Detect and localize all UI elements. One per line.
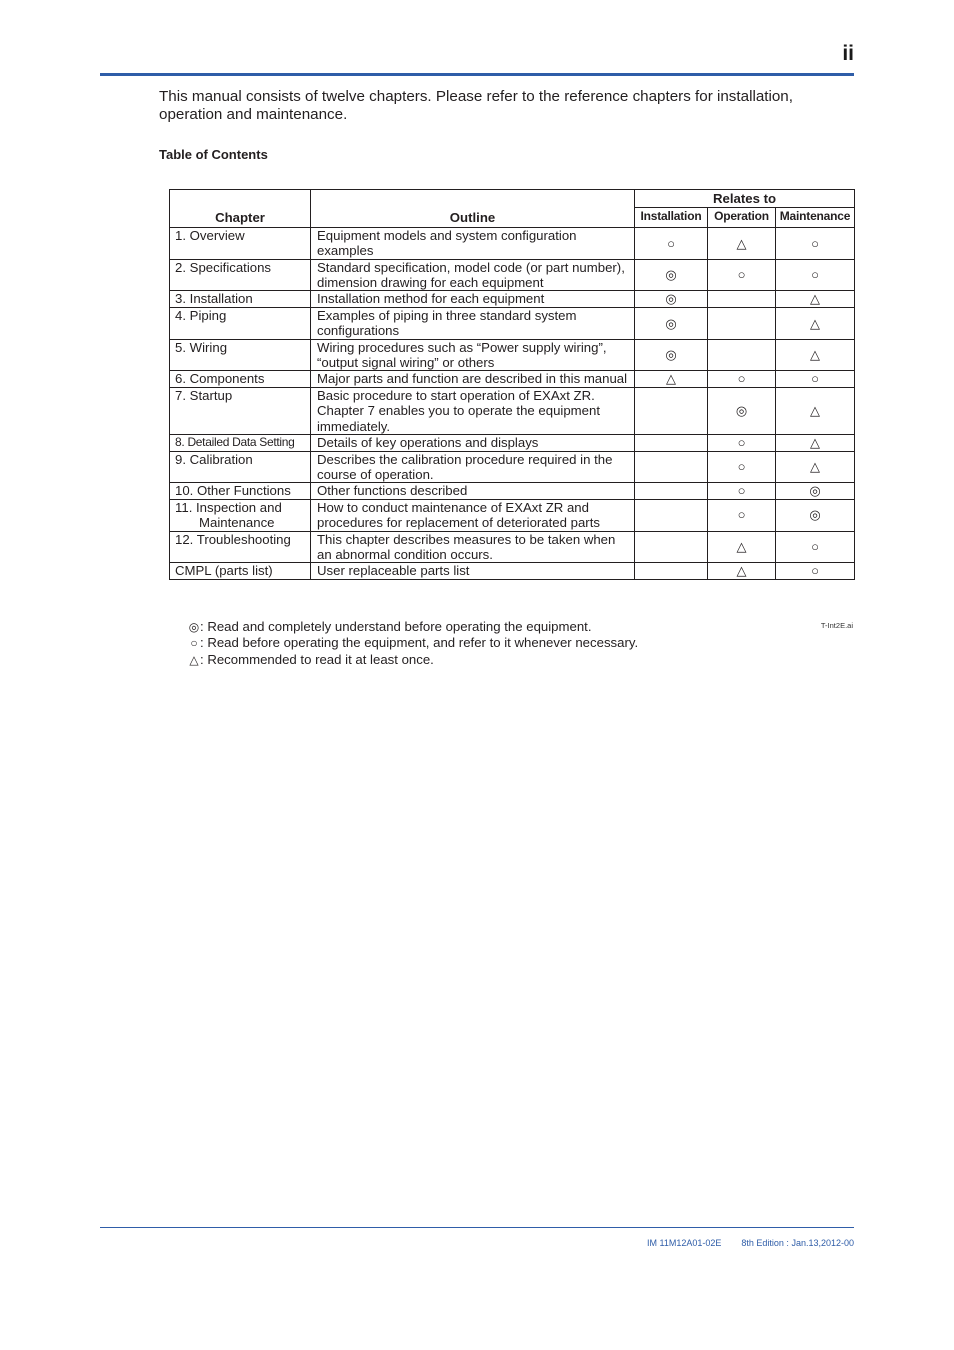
installation-mark: ◎ [635,307,708,339]
table-row [170,451,855,483]
legend-text: : Read and completely understand before operating the equipment. [200,619,592,634]
outline-cell: User replaceable parts list [311,563,635,579]
installation-mark [635,387,708,434]
chapter-cell: 2. Specifications [170,259,311,291]
table-row [170,483,855,499]
double-circle-icon: ◎ [188,620,200,634]
operation-mark: ○ [708,371,776,387]
footer [647,1238,854,1248]
table-row [170,499,855,531]
operation-mark: △ [708,531,776,563]
maintenance-mark: △ [776,307,855,339]
outline-cell: Installation method for each equipment [311,291,635,307]
operation-mark [708,291,776,307]
legend-item [188,619,638,635]
maintenance-mark: ◎ [776,483,855,499]
maintenance-mark: △ [776,451,855,483]
installation-mark [635,499,708,531]
table-row [170,531,855,563]
maintenance-mark: △ [776,435,855,451]
installation-mark [635,531,708,563]
outline-cell: Major parts and function are described in this manual [311,371,635,387]
chapter-cell: 4. Piping [170,307,311,339]
outline-cell: Basic procedure to start operation of EXAxt ZR. Chapter 7 enables you to operate the equipment immediately. [311,387,635,434]
chapter-cell: 5. Wiring [170,339,311,371]
installation-mark [635,451,708,483]
maintenance-mark: ◎ [776,499,855,531]
header-rule [100,73,854,76]
outline-cell: Equipment models and system configuration examples [311,227,635,259]
outline-cell: This chapter describes measures to be taken when an abnormal condition occurs. [311,531,635,563]
installation-mark: ◎ [635,291,708,307]
document-id: IM 11M12A01-02E [647,1238,722,1248]
maintenance-mark: △ [776,291,855,307]
intro-paragraph: This manual consists of twelve chapters. Please refer to the reference chapters for installation, operation and maintenance. [159,88,793,123]
chapter-cell [170,499,311,531]
operation-mark: ○ [708,451,776,483]
table-row [170,563,855,579]
toc-heading: Table of Contents [159,147,268,162]
outline-cell: How to conduct maintenance of EXAxt ZR and procedures for replacement of deteriorated parts [311,499,635,531]
legend-text: : Recommended to read it at least once. [200,651,434,667]
chapter-cell-line: Maintenance [199,515,275,531]
column-header-maintenance: Maintenance [776,208,855,227]
operation-mark: △ [708,227,776,259]
table-row [170,435,855,451]
table-row [170,307,855,339]
installation-mark [635,483,708,499]
chapter-cell: 3. Installation [170,291,311,307]
operation-mark: ◎ [708,387,776,434]
chapter-cell: CMPL (parts list) [170,563,311,579]
column-header-relates-to: Relates to [635,190,855,208]
triangle-icon: △ [189,652,199,667]
legend-text: : Read before operating the equipment, and refer to it whenever necessary. [200,635,639,651]
chapter-cell: 6. Components [170,371,311,387]
toc-table [169,189,855,580]
chapter-cell: 10. Other Functions [170,483,311,499]
outline-cell: Standard specification, model code (or part number), dimension drawing for each equipment [311,259,635,291]
installation-mark: ◎ [635,259,708,291]
maintenance-mark: △ [776,387,855,434]
operation-mark: ○ [708,499,776,531]
installation-mark: ○ [635,227,708,259]
table-row [170,371,855,387]
footer-rule [100,1227,854,1228]
outline-cell: Details of key operations and displays [311,435,635,451]
column-header-installation: Installation [635,208,708,227]
chapter-cell: 8. Detailed Data Setting [170,435,311,451]
maintenance-mark: ○ [776,371,855,387]
outline-cell: Other functions described [311,483,635,499]
maintenance-mark: ○ [776,259,855,291]
legend [188,619,638,668]
figure-source-note: T-Int2E.ai [820,621,853,630]
table-row [170,291,855,307]
operation-mark: ○ [708,259,776,291]
installation-mark [635,563,708,579]
legend-item [188,652,638,668]
operation-mark: △ [708,563,776,579]
chapter-cell: 7. Startup [170,387,311,434]
chapter-cell-line: 11. Inspection and [175,499,282,515]
maintenance-mark: △ [776,339,855,371]
outline-cell: Examples of piping in three standard system configurations [311,307,635,339]
edition-info: 8th Edition : Jan.13,2012-00 [741,1238,854,1248]
chapter-cell: 1. Overview [170,227,311,259]
page-number: ii [842,42,854,65]
operation-mark [708,307,776,339]
column-header-operation: Operation [708,208,776,227]
column-header-outline: Outline [311,190,635,228]
maintenance-mark: ○ [776,531,855,563]
installation-mark [635,435,708,451]
maintenance-mark: ○ [776,227,855,259]
table-row [170,387,855,434]
table-row [170,339,855,371]
installation-mark: ◎ [635,339,708,371]
chapter-cell: 9. Calibration [170,451,311,483]
table-row [170,227,855,259]
outline-cell: Describes the calibration procedure required in the course of operation. [311,451,635,483]
legend-item [188,635,638,651]
maintenance-mark: ○ [776,563,855,579]
operation-mark [708,339,776,371]
operation-mark: ○ [708,435,776,451]
operation-mark: ○ [708,483,776,499]
installation-mark: △ [635,371,708,387]
table-row [170,259,855,291]
circle-icon: ○ [190,636,198,651]
outline-cell: Wiring procedures such as “Power supply wiring”, “output signal wiring” or others [311,339,635,371]
column-header-chapter: Chapter [170,190,311,228]
chapter-cell: 12. Troubleshooting [170,531,311,563]
